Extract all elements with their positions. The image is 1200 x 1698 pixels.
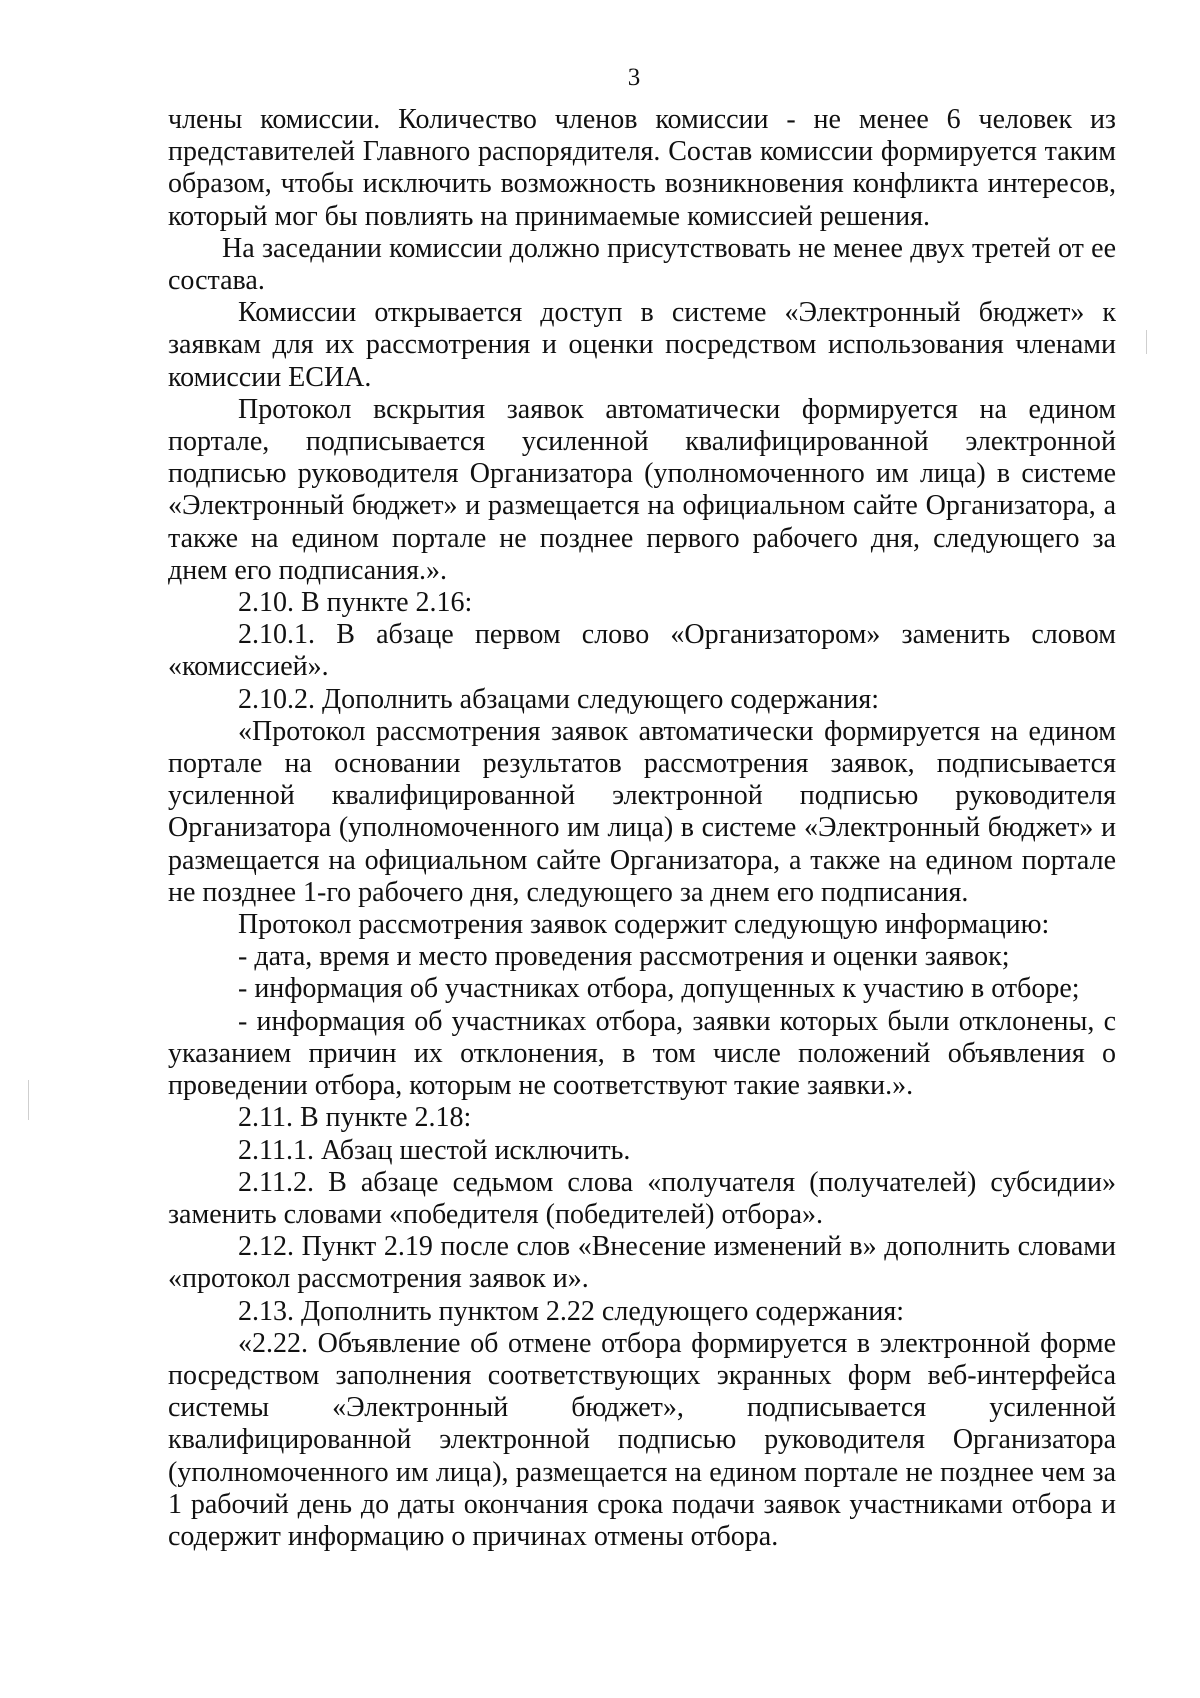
scan-artifact-right bbox=[1146, 330, 1147, 354]
paragraph-item-2-10-1: 2.10.1. В абзаце первом слово «Организатором» заменить словом «комиссией». bbox=[168, 619, 1116, 683]
paragraph-quorum: На заседании комиссии должно присутствовать не менее двух третей от ее состава. bbox=[168, 232, 1116, 297]
paragraph-item-2-10-2: 2.10.2. Дополнить абзацами следующего содержания: bbox=[238, 683, 880, 715]
list-item-admitted: - информация об участниках отбора, допущенных к участию в отборе; bbox=[238, 973, 1080, 1005]
paragraph-access: Комиссии открывается доступ в системе «Электронный бюджет» к заявкам для их рассмотрения и оценки посредством использования членами комиссии ЕСИА. bbox=[168, 297, 1116, 393]
paragraph-item-2-13: 2.13. Дополнить пунктом 2.22 следующего содержания: bbox=[238, 1295, 905, 1327]
page-number: 3 bbox=[627, 64, 641, 91]
paragraph-item-2-10: 2.10. В пункте 2.16: bbox=[238, 587, 473, 619]
list-item-date: - дата, время и место проведения рассмотрения и оценки заявок; bbox=[238, 941, 1010, 973]
paragraph-item-2-12: 2.12. Пункт 2.19 после слов «Внесение изменений в» дополнить словами «протокол рассмотрения заявок и». bbox=[168, 1231, 1116, 1295]
paragraph-item-2-22: «2.22. Объявление об отмене отбора формируется в электронной форме посредством заполнения соответствующих экранных форм веб-интерфейса системы «Электронный бюджет», подписывается усиленной квалифицированной электронной подписью руководителя Организатора (уполномоченного им лица), размещается на едином портале не позднее чем за 1 рабочий день до даты окончания срока подачи заявок участниками отбора и содержит информацию о причинах отмены отбора. bbox=[168, 1327, 1116, 1552]
paragraph-opening-protocol: Протокол вскрытия заявок автоматически формируется на едином портале, подписывается усиленной квалифицированной электронной подписью руководителя Организатора (уполномоченного им лица) в системе «Электронный бюджет» и размещается на официальном сайте Организатора, а также на едином портале не позднее первого рабочего дня, следующего за днем его подписания.». bbox=[168, 393, 1116, 586]
paragraph-item-2-11: 2.11. В пункте 2.18: bbox=[238, 1102, 472, 1134]
document-body bbox=[168, 104, 1116, 1553]
paragraph-review-protocol: «Протокол рассмотрения заявок автоматически формируется на едином портале на основании результатов рассмотрения заявок, подписывается усиленной квалифицированной электронной подписью руководителя Организатора (уполномоченного им лица) в системе «Электронный бюджет» и размещается на официальном сайте Организатора, а также на едином портале не позднее 1-го рабочего дня, следующего за днем его подписания. bbox=[168, 715, 1116, 908]
paragraph-commission-members: члены комиссии. Количество членов комиссии - не менее 6 человек из представителей Главного распорядителя. Состав комиссии формируется таким образом, чтобы исключить возможность возникновения конфликта интересов, который мог бы повлиять на принимаемые комиссией решения. bbox=[168, 104, 1116, 232]
paragraph-item-2-11-1: 2.11.1. Абзац шестой исключить. bbox=[238, 1134, 631, 1166]
list-item-rejected: - информация об участниках отбора, заявки которых были отклонены, с указанием причин их отклонения, в том числе положений объявления о проведении отбора, которым не соответствуют такие заявки.». bbox=[168, 1005, 1116, 1102]
paragraph-item-2-11-2: 2.11.2. В абзаце седьмом слова «получателя (получателей) субсидии» заменить словами «победителя (победителей) отбора». bbox=[168, 1166, 1116, 1230]
scan-artifact-left bbox=[28, 1080, 29, 1120]
paragraph-protocol-contents: Протокол рассмотрения заявок содержит следующую информацию: bbox=[238, 909, 1050, 941]
